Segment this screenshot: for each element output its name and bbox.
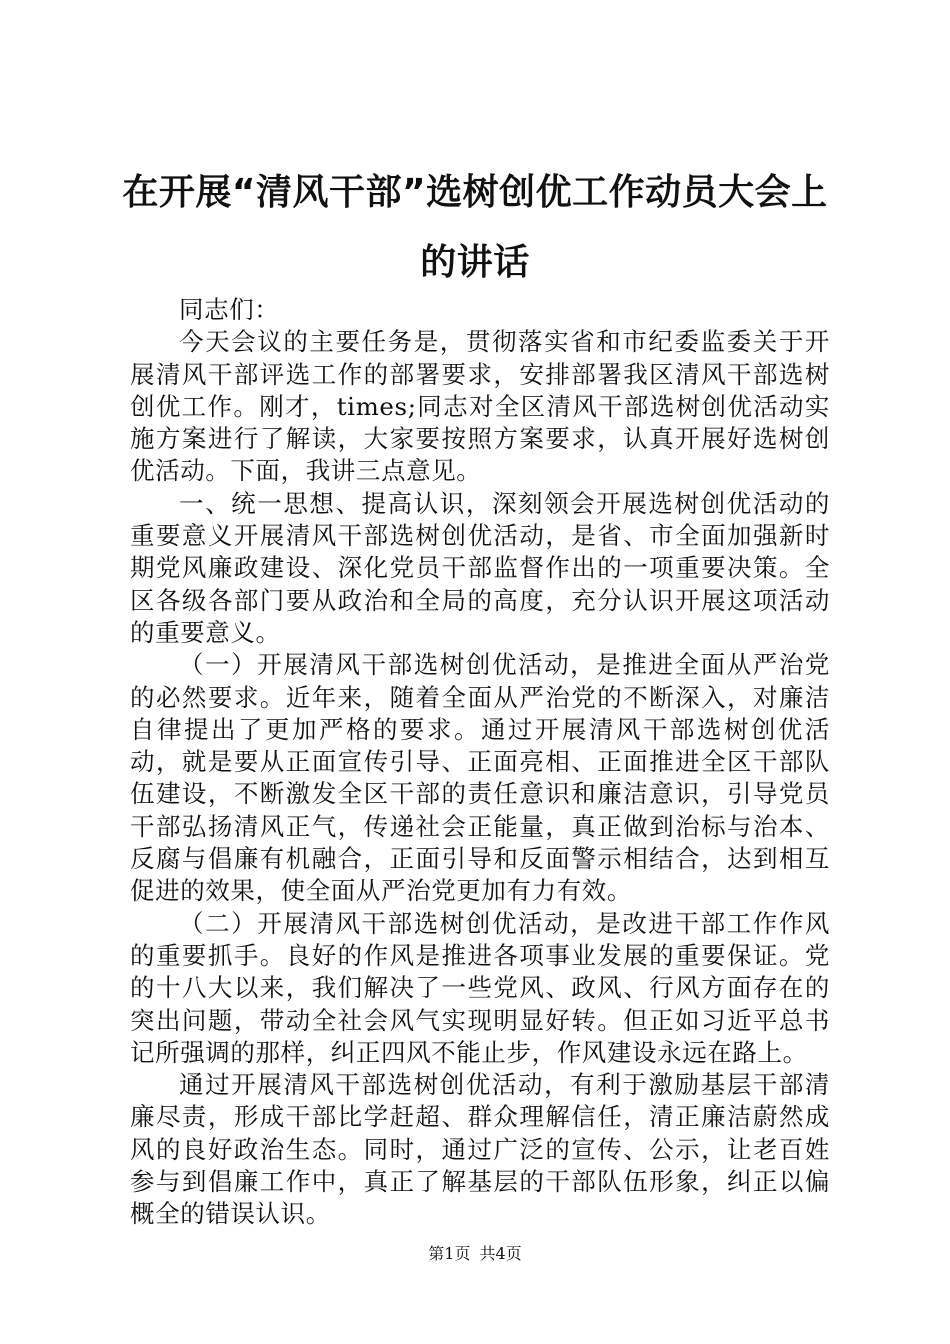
- paragraph-subsection-two-continued: 通过开展清风干部选树创优活动，有利于激励基层干部清廉尽责，形成干部比学赶超、群众理解信任，清正廉洁蔚然成风的良好政治生态。同时，通过广泛的宣传、公示，让老百姓参与到倡廉工作中，真正了解基层的干部队伍形象，纠正以偏概全的错误认识。: [130, 1070, 830, 1229]
- page-total: 共4页: [479, 1244, 522, 1263]
- salutation: 同志们：: [179, 295, 280, 324]
- paragraph-subsection-two: （二）开展清风干部选树创优活动，是改进干部工作作风的重要抓手。良好的作风是推进各项事业发展的重要保证。党的十八大以来，我们解决了一些党风、政风、行风方面存在的突出问题，带动全社会风气实现明显好转。但正如习近平总书记所强调的那样，纠正四风不能止步，作风建设永远在路上。: [130, 908, 830, 1067]
- document-title: 在开展“清风干部”选树创优工作动员大会上的讲话: [122, 172, 828, 283]
- page-number: 第1页: [428, 1244, 471, 1263]
- paragraph-subsection-one: （一）开展清风干部选树创优活动，是推进全面从严治党的必然要求。近年来，随着全面从严治党的不断深入，对廉洁自律提出了更加严格的要求。通过开展清风干部选树创优活动，就是要从正面宣传引导、正面亮相、正面推进全区干部队伍建设，不断激发全区干部的责任意识和廉洁意识，引导党员干部弘扬清风正气，传递社会正能量，真正做到治标与治本、反腐与倡廉有机融合，正面引导和反面警示相结合，达到相互促进的效果，使全面从严治党更加有力有效。: [130, 650, 830, 906]
- document-body: [130, 294, 830, 1231]
- page-footer: [0, 1244, 950, 1264]
- paragraph-intro: 今天会议的主要任务是，贯彻落实省和市纪委监委关于开展清风干部评选工作的部署要求，安排部署我区清风干部选树创优工作。刚才，times;同志对全区清风干部选树创优活动实施方案进行了解读，大家要按照方案要求，认真开展好选树创优活动。下面，我讲三点意见。: [130, 327, 830, 486]
- paragraph-section-one: 一、统一思想、提高认识，深刻领会开展选树创优活动的重要意义开展清风干部选树创优活动，是省、市全面加强新时期党风廉政建设、深化党员干部监督作出的一项重要决策。全区各级各部门要从政治和全局的高度，充分认识开展这项活动的重要意义。: [130, 488, 830, 647]
